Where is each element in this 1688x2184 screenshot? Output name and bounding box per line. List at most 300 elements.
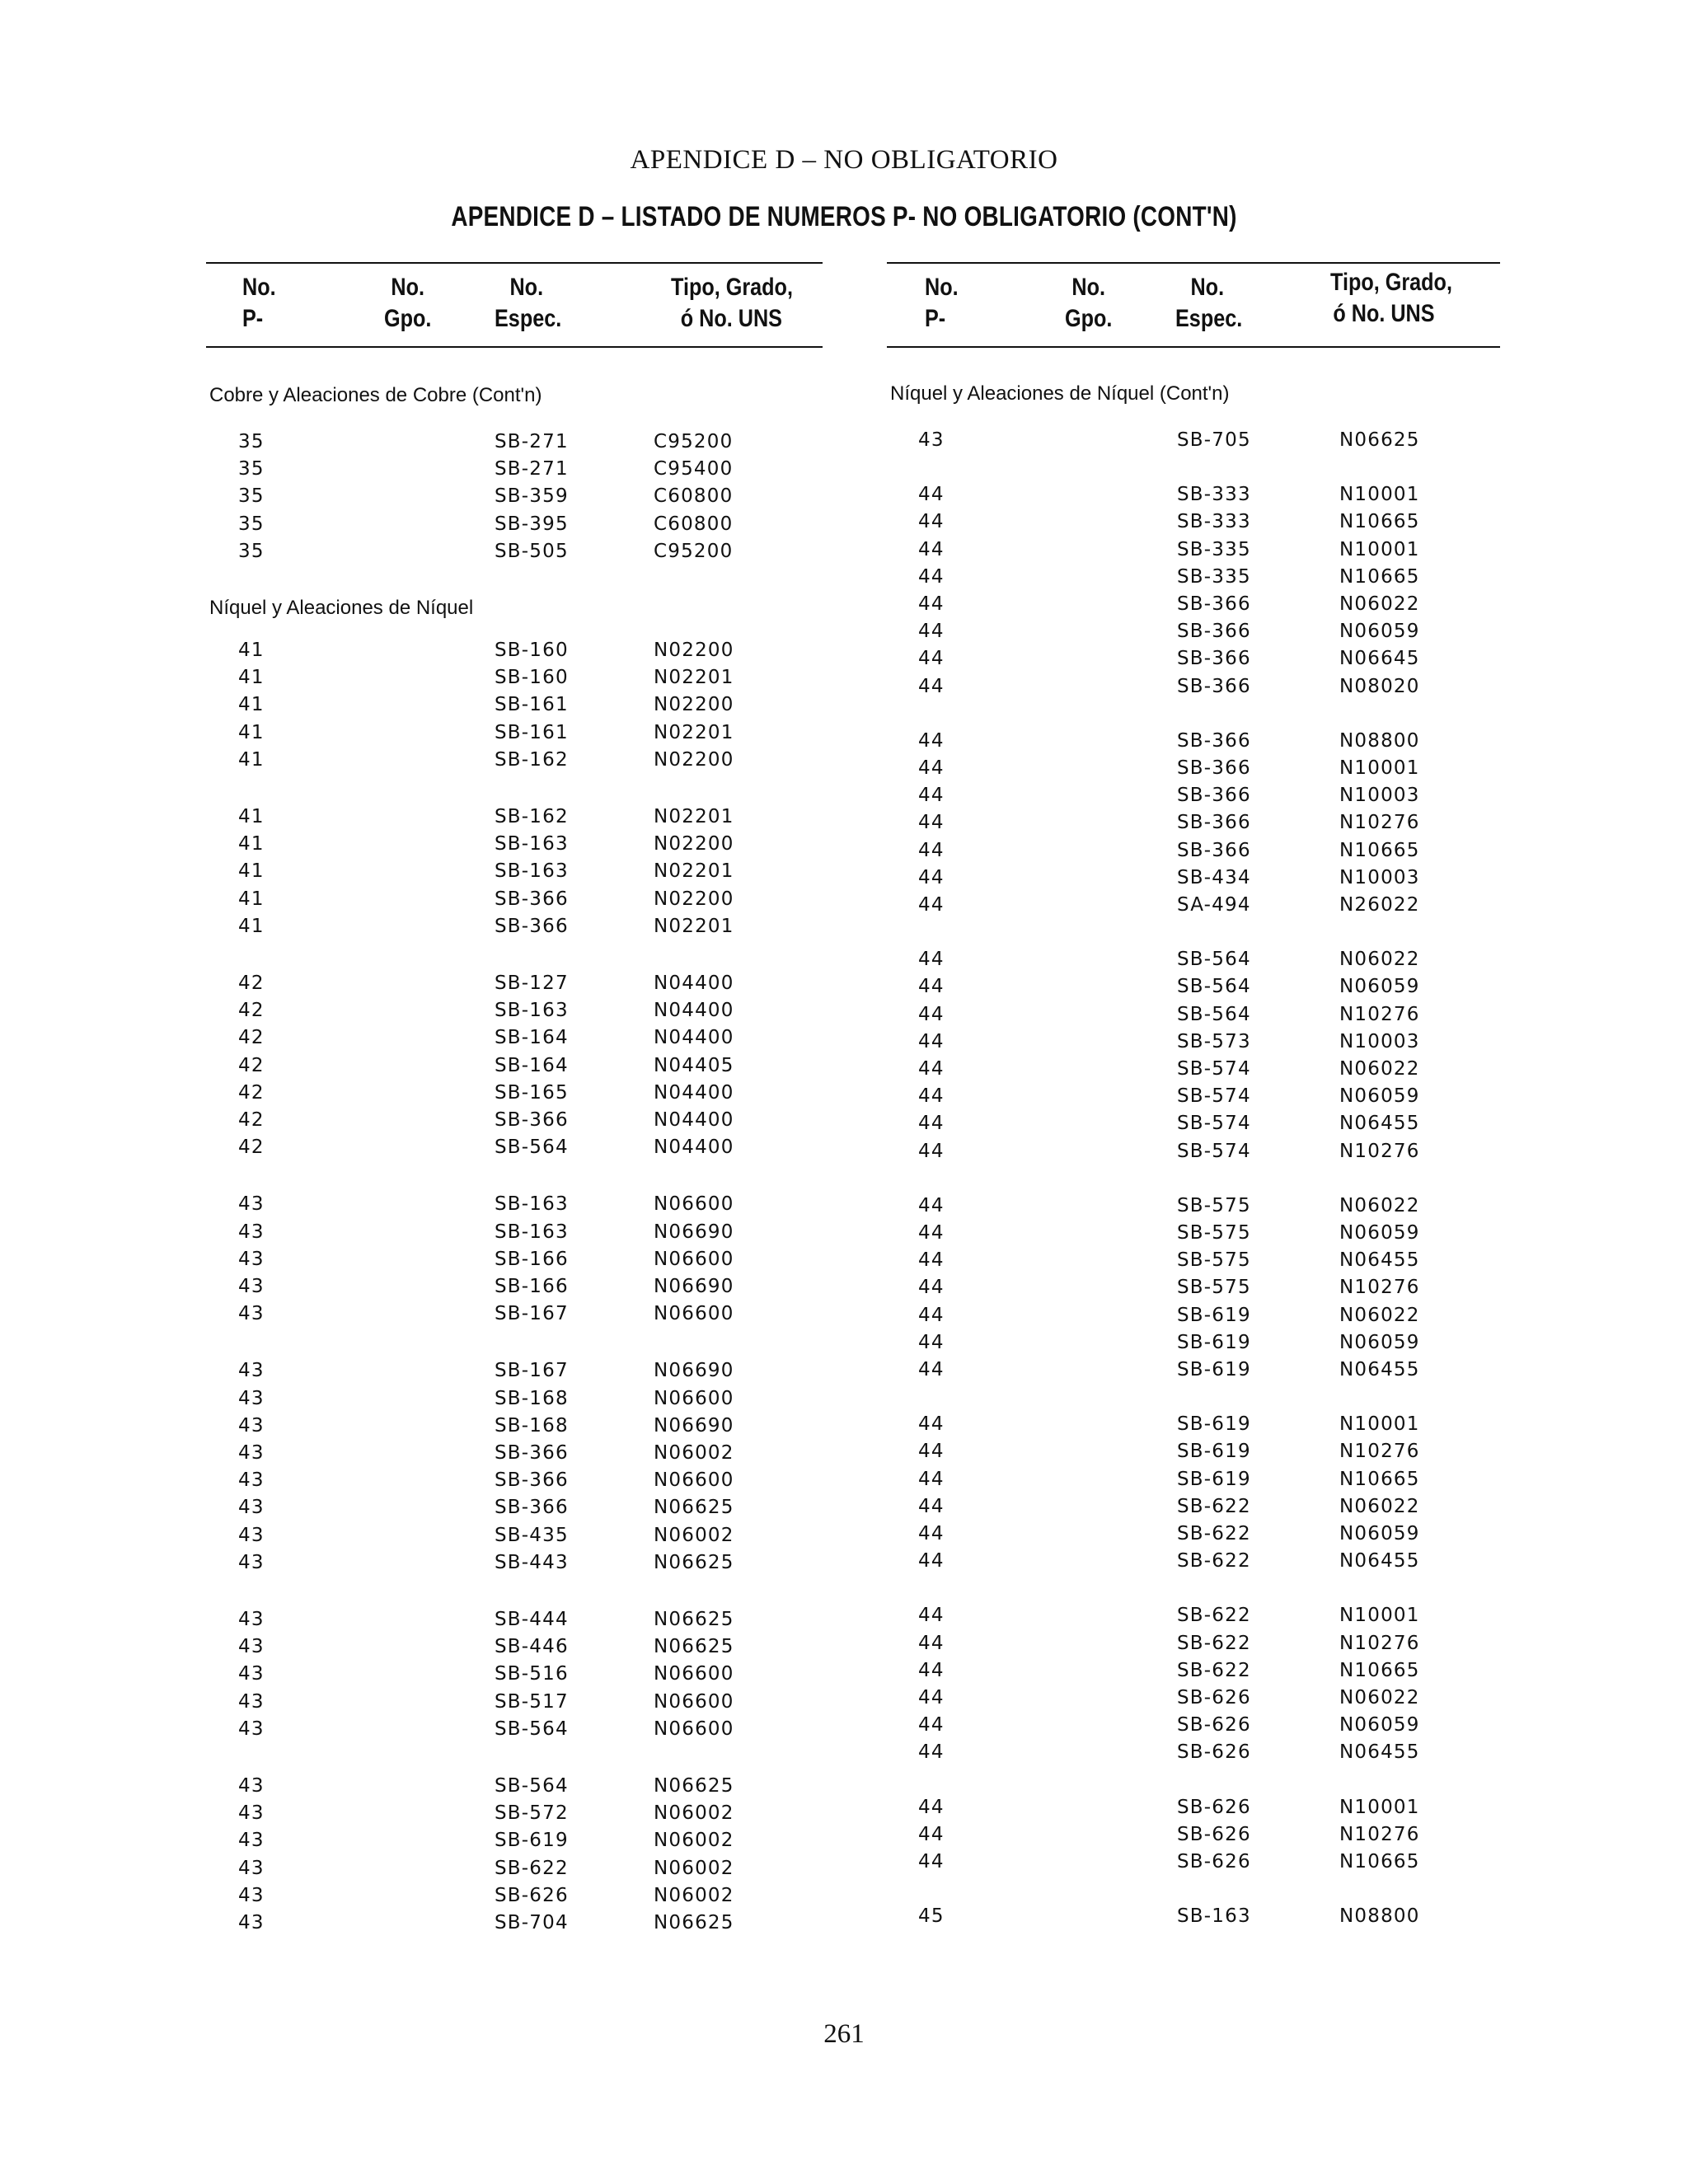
col-header-p xyxy=(925,272,959,335)
table-row xyxy=(844,1247,1421,1274)
cell-spec-number: SB-705 xyxy=(1177,429,1251,451)
cell-uns-number: N02200 xyxy=(654,640,734,661)
table-row xyxy=(844,1849,1421,1876)
col-header-group xyxy=(384,272,431,335)
cell-spec-number: SB-271 xyxy=(495,431,569,452)
cell-p-number: 42 xyxy=(238,1054,265,1076)
col-header-p-line1: No. xyxy=(925,274,959,301)
cell-p-number: 42 xyxy=(238,972,265,994)
cell-p-number: 41 xyxy=(238,721,265,743)
cell-uns-number: N06645 xyxy=(1339,648,1420,670)
table-row xyxy=(844,1302,1421,1329)
cell-p-number: 35 xyxy=(238,513,265,535)
cell-spec-number: SB-366 xyxy=(1177,785,1251,807)
table-row xyxy=(844,1220,1421,1247)
cell-uns-number: N10276 xyxy=(1339,1277,1420,1299)
cell-p-number: 44 xyxy=(918,675,945,697)
cell-uns-number: N06600 xyxy=(654,1303,734,1325)
cell-p-number: 43 xyxy=(238,1718,265,1740)
cell-spec-number: SB-626 xyxy=(1177,1714,1251,1736)
table-row xyxy=(844,1630,1421,1657)
cell-p-number: 44 xyxy=(918,1222,945,1244)
cell-uns-number: N06002 xyxy=(654,1802,734,1825)
cell-p-number: 44 xyxy=(918,894,945,916)
cell-uns-number: N04400 xyxy=(654,1109,734,1131)
cell-uns-number: N06059 xyxy=(1339,1523,1420,1544)
cell-uns-number: C95400 xyxy=(654,458,734,480)
cell-spec-number: SB-167 xyxy=(495,1360,569,1382)
col-header-p-line1: No. xyxy=(242,274,276,301)
cell-p-number: 44 xyxy=(918,1687,945,1708)
cell-uns-number: N08020 xyxy=(1339,675,1420,697)
cell-spec-number: SB-366 xyxy=(1177,812,1251,834)
table-row xyxy=(844,1438,1421,1465)
table-row xyxy=(844,1521,1421,1548)
cell-p-number: 43 xyxy=(238,1690,265,1713)
cell-uns-number: N10276 xyxy=(1339,1140,1420,1162)
cell-spec-number: SB-622 xyxy=(1177,1632,1251,1654)
cell-spec-number: SB-366 xyxy=(1177,621,1251,643)
cell-uns-number: N06022 xyxy=(1339,1304,1420,1326)
table-row xyxy=(0,483,734,510)
cell-p-number: 44 xyxy=(918,1277,945,1299)
cell-uns-number: N06625 xyxy=(654,1775,734,1797)
cell-uns-number: N02201 xyxy=(654,860,734,883)
cell-spec-number: SB-167 xyxy=(495,1303,569,1325)
cell-p-number: 44 xyxy=(918,1851,945,1872)
cell-spec-number: SB-366 xyxy=(495,915,569,937)
table-row xyxy=(844,809,1421,837)
cell-p-number: 43 xyxy=(238,1884,265,1906)
cell-p-number: 44 xyxy=(918,484,945,506)
cell-spec-number: SB-395 xyxy=(495,513,569,535)
cell-spec-number: SB-366 xyxy=(495,1497,569,1519)
cell-p-number: 43 xyxy=(238,1276,265,1297)
cell-uns-number: N06022 xyxy=(1339,949,1420,971)
cell-p-number: 43 xyxy=(238,1387,265,1409)
cell-spec-number: SB-163 xyxy=(495,833,569,855)
cell-p-number: 44 xyxy=(918,1523,945,1544)
cell-spec-number: SB-366 xyxy=(495,888,569,910)
cell-p-number: 41 xyxy=(238,694,265,716)
cell-spec-number: SB-574 xyxy=(1177,1085,1251,1108)
cell-spec-number: SB-622 xyxy=(1177,1495,1251,1517)
cell-uns-number: N06022 xyxy=(1339,1194,1420,1216)
cell-p-number: 43 xyxy=(238,1248,265,1270)
table-row xyxy=(0,970,734,997)
table-row xyxy=(0,1052,734,1080)
cell-spec-number: SB-168 xyxy=(495,1414,569,1436)
table-row xyxy=(844,1685,1421,1712)
cell-uns-number: N04400 xyxy=(654,972,734,994)
cell-uns-number: N08800 xyxy=(1339,1905,1420,1928)
cell-uns-number: N10665 xyxy=(1339,565,1420,588)
cell-spec-number: SB-574 xyxy=(1177,1058,1251,1080)
appendix-header: APENDICE D – NO OBLIGATORIO xyxy=(630,145,1058,175)
cell-uns-number: N06625 xyxy=(1339,429,1420,451)
cell-spec-number: SB-517 xyxy=(495,1690,569,1713)
cell-uns-number: N06625 xyxy=(654,1497,734,1519)
table-row xyxy=(844,837,1421,865)
table-row xyxy=(0,1191,734,1218)
cell-p-number: 44 xyxy=(918,593,945,615)
cell-uns-number: C60800 xyxy=(654,485,734,508)
cell-p-number: 43 xyxy=(238,1912,265,1933)
cell-uns-number: N06625 xyxy=(654,1609,734,1630)
table-row xyxy=(0,637,734,664)
cell-p-number: 43 xyxy=(238,1497,265,1519)
table-row xyxy=(0,1606,734,1633)
table-row xyxy=(844,427,1421,454)
cell-uns-number: N02201 xyxy=(654,667,734,689)
cell-p-number: 44 xyxy=(918,1194,945,1216)
table-row xyxy=(0,858,734,885)
cell-spec-number: SB-444 xyxy=(495,1609,569,1630)
cell-spec-number: SB-626 xyxy=(1177,1823,1251,1845)
cell-spec-number: SB-435 xyxy=(495,1524,569,1546)
page-title: APENDICE D – LISTADO DE NUMEROS P- NO OBLIGATORIO (CONT'N) xyxy=(451,201,1237,232)
cell-spec-number: SB-619 xyxy=(1177,1331,1251,1353)
cell-spec-number: SB-366 xyxy=(495,1109,569,1131)
cell-uns-number: N04400 xyxy=(654,1000,734,1022)
cell-spec-number: SB-335 xyxy=(1177,538,1251,560)
cell-spec-number: SB-161 xyxy=(495,721,569,743)
table-row xyxy=(0,1661,734,1688)
table-row xyxy=(844,755,1421,782)
cell-p-number: 35 xyxy=(238,458,265,480)
section-title-nickel-contd: Níquel y Aleaciones de Níquel (Cont'n) xyxy=(890,382,1230,405)
cell-spec-number: SB-168 xyxy=(495,1387,569,1409)
table-row xyxy=(0,1633,734,1661)
cell-uns-number: N10276 xyxy=(1339,1003,1420,1025)
cell-p-number: 44 xyxy=(918,1003,945,1025)
cell-spec-number: SB-572 xyxy=(495,1802,569,1825)
cell-p-number: 44 xyxy=(918,785,945,807)
table-row xyxy=(0,1855,734,1882)
cell-uns-number: N06059 xyxy=(1339,1222,1420,1244)
cell-spec-number: SB-619 xyxy=(1177,1359,1251,1380)
col-header-group-line1: No. xyxy=(1071,274,1105,301)
cell-spec-number: SB-162 xyxy=(495,806,569,827)
cell-p-number: 43 xyxy=(238,1360,265,1382)
cell-uns-number: N02200 xyxy=(654,888,734,910)
cell-spec-number: SB-366 xyxy=(1177,648,1251,670)
table-row xyxy=(0,831,734,858)
cell-p-number: 44 xyxy=(918,812,945,834)
cell-spec-number: SB-626 xyxy=(495,1884,569,1906)
cell-p-number: 44 xyxy=(918,1140,945,1162)
cell-uns-number: N10003 xyxy=(1339,866,1420,888)
table-row xyxy=(0,1716,734,1743)
col-header-uns xyxy=(1330,267,1452,330)
cell-spec-number: SB-127 xyxy=(495,972,569,994)
table-row xyxy=(0,1773,734,1800)
cell-uns-number: C60800 xyxy=(654,513,734,535)
table-row xyxy=(844,673,1421,701)
table-row xyxy=(844,1493,1421,1521)
table-row xyxy=(844,1329,1421,1357)
table-row xyxy=(844,1903,1421,1930)
cell-uns-number: N02200 xyxy=(654,833,734,855)
cell-p-number: 41 xyxy=(238,640,265,661)
cell-uns-number: N10003 xyxy=(1339,1030,1420,1052)
cell-uns-number: N02201 xyxy=(654,806,734,827)
cell-spec-number: SB-366 xyxy=(495,1442,569,1464)
cell-spec-number: SB-163 xyxy=(495,1193,569,1216)
table-row xyxy=(844,1357,1421,1384)
cell-uns-number: N06690 xyxy=(654,1221,734,1243)
table-row xyxy=(0,1827,734,1854)
cell-spec-number: SB-163 xyxy=(1177,1905,1251,1928)
cell-spec-number: SB-162 xyxy=(495,748,569,771)
cell-spec-number: SB-619 xyxy=(495,1830,569,1852)
cell-p-number: 41 xyxy=(238,860,265,883)
cell-spec-number: SB-575 xyxy=(1177,1194,1251,1216)
cell-spec-number: SB-366 xyxy=(495,1469,569,1492)
table-row xyxy=(844,537,1421,564)
cell-uns-number: N10001 xyxy=(1339,757,1420,779)
table-row xyxy=(0,456,734,483)
cell-p-number: 44 xyxy=(918,729,945,752)
cell-uns-number: N10003 xyxy=(1339,785,1420,807)
cell-uns-number: N08800 xyxy=(1339,729,1420,752)
cell-uns-number: N06002 xyxy=(654,1884,734,1906)
table-row xyxy=(0,886,734,913)
cell-uns-number: N06600 xyxy=(654,1248,734,1270)
table-row xyxy=(844,618,1421,645)
table-row xyxy=(0,1689,734,1716)
cell-uns-number: N06059 xyxy=(1339,621,1420,643)
col-header-uns-line1: Tipo, Grado, xyxy=(671,274,793,301)
cell-spec-number: SB-434 xyxy=(1177,866,1251,888)
cell-uns-number: N06600 xyxy=(654,1193,734,1216)
cell-spec-number: SB-564 xyxy=(495,1718,569,1740)
col-header-p-line2: P- xyxy=(242,305,264,332)
cell-p-number: 43 xyxy=(238,1469,265,1492)
cell-spec-number: SB-164 xyxy=(495,1027,569,1049)
cell-spec-number: SB-166 xyxy=(495,1276,569,1297)
cell-uns-number: N06455 xyxy=(1339,1741,1420,1764)
cell-p-number: 43 xyxy=(238,1775,265,1797)
col-header-spec-line2: Espec. xyxy=(495,305,562,332)
table-row xyxy=(0,1800,734,1827)
table-row xyxy=(844,1029,1421,1056)
cell-spec-number: SB-626 xyxy=(1177,1741,1251,1764)
table-row xyxy=(844,645,1421,673)
cell-uns-number: N02200 xyxy=(654,748,734,771)
cell-spec-number: SB-626 xyxy=(1177,1796,1251,1818)
cell-spec-number: SB-366 xyxy=(1177,757,1251,779)
cell-spec-number: SB-622 xyxy=(1177,1605,1251,1627)
table-row xyxy=(0,1522,734,1549)
cell-uns-number: N06625 xyxy=(654,1912,734,1933)
cell-p-number: 44 xyxy=(918,949,945,971)
cell-spec-number: SB-165 xyxy=(495,1081,569,1104)
cell-p-number: 43 xyxy=(238,1303,265,1325)
cell-uns-number: N06625 xyxy=(654,1636,734,1658)
cell-p-number: 44 xyxy=(918,976,945,998)
cell-spec-number: SB-564 xyxy=(1177,1003,1251,1025)
table-row xyxy=(0,1219,734,1246)
cell-p-number: 44 xyxy=(918,1714,945,1736)
cell-uns-number: N02201 xyxy=(654,721,734,743)
table-row xyxy=(844,509,1421,536)
table-row xyxy=(0,1357,734,1385)
cell-p-number: 44 xyxy=(918,1632,945,1654)
cell-spec-number: SB-622 xyxy=(1177,1523,1251,1544)
cell-spec-number: SB-564 xyxy=(1177,976,1251,998)
table-row xyxy=(0,1440,734,1467)
cell-uns-number: N10276 xyxy=(1339,1441,1420,1463)
cell-p-number: 42 xyxy=(238,1137,265,1159)
cell-uns-number: N10665 xyxy=(1339,839,1420,861)
cell-spec-number: SB-574 xyxy=(1177,1140,1251,1162)
cell-uns-number: N06600 xyxy=(654,1663,734,1685)
cell-spec-number: SB-366 xyxy=(1177,729,1251,752)
table-row xyxy=(0,997,734,1024)
col-header-spec xyxy=(495,272,561,335)
cell-p-number: 42 xyxy=(238,1081,265,1104)
header-top-rule xyxy=(887,262,1500,264)
cell-spec-number: SB-443 xyxy=(495,1551,569,1573)
table-row xyxy=(844,1657,1421,1685)
cell-p-number: 41 xyxy=(238,888,265,910)
cell-spec-number: SB-564 xyxy=(495,1137,569,1159)
table-row xyxy=(844,973,1421,1001)
cell-spec-number: SB-626 xyxy=(1177,1851,1251,1872)
table-row xyxy=(844,564,1421,591)
cell-uns-number: N06059 xyxy=(1339,976,1420,998)
cell-spec-number: SA-494 xyxy=(1177,894,1251,916)
table-row xyxy=(0,664,734,691)
cell-p-number: 43 xyxy=(238,1221,265,1243)
table-row xyxy=(0,1134,734,1161)
col-header-spec-line1: No. xyxy=(509,274,544,301)
cell-spec-number: SB-564 xyxy=(495,1775,569,1797)
col-header-group xyxy=(1065,272,1112,335)
table-row xyxy=(844,1602,1421,1629)
cell-p-number: 35 xyxy=(238,540,265,562)
cell-p-number: 41 xyxy=(238,667,265,689)
cell-p-number: 43 xyxy=(238,1636,265,1658)
table-row xyxy=(844,1821,1421,1849)
cell-spec-number: SB-335 xyxy=(1177,565,1251,588)
cell-p-number: 41 xyxy=(238,833,265,855)
table-row xyxy=(0,1549,734,1577)
cell-spec-number: SB-619 xyxy=(1177,1441,1251,1463)
cell-uns-number: N10665 xyxy=(1339,1659,1420,1681)
table-row xyxy=(844,728,1421,755)
col-header-p-line2: P- xyxy=(925,305,946,332)
cell-spec-number: SB-622 xyxy=(1177,1550,1251,1572)
cell-uns-number: N06059 xyxy=(1339,1331,1420,1353)
table-row xyxy=(0,1246,734,1273)
cell-uns-number: N06600 xyxy=(654,1690,734,1713)
section-title-nickel: Níquel y Aleaciones de Níquel xyxy=(209,597,474,619)
cell-p-number: 44 xyxy=(918,1030,945,1052)
table-row xyxy=(844,1274,1421,1301)
cell-spec-number: SB-359 xyxy=(495,485,569,508)
table-row xyxy=(0,1882,734,1910)
table-row xyxy=(844,1548,1421,1575)
table-row xyxy=(844,1110,1421,1137)
cell-p-number: 44 xyxy=(918,1605,945,1627)
cell-uns-number: N04400 xyxy=(654,1027,734,1049)
table-row xyxy=(0,1494,734,1521)
cell-p-number: 43 xyxy=(238,1663,265,1685)
col-header-spec xyxy=(1175,272,1242,335)
table-row xyxy=(844,1083,1421,1110)
table-row xyxy=(0,691,734,719)
cell-uns-number: N06625 xyxy=(654,1551,734,1573)
cell-p-number: 45 xyxy=(918,1905,945,1928)
table-row xyxy=(0,1413,734,1440)
cell-p-number: 44 xyxy=(918,1085,945,1108)
cell-spec-number: SB-333 xyxy=(1177,484,1251,506)
table-row xyxy=(0,1024,734,1052)
table-row xyxy=(844,946,1421,973)
cell-spec-number: SB-574 xyxy=(1177,1113,1251,1135)
cell-p-number: 43 xyxy=(918,429,945,451)
table-row xyxy=(0,538,734,565)
cell-spec-number: SB-619 xyxy=(1177,1468,1251,1490)
cell-uns-number: N04405 xyxy=(654,1054,734,1076)
cell-p-number: 41 xyxy=(238,915,265,937)
header-bottom-rule xyxy=(206,346,823,348)
table-row xyxy=(844,1193,1421,1220)
cell-p-number: 44 xyxy=(918,648,945,670)
header-top-rule xyxy=(206,262,823,264)
cell-uns-number: N06002 xyxy=(654,1830,734,1852)
cell-spec-number: SB-626 xyxy=(1177,1687,1251,1708)
cell-p-number: 44 xyxy=(918,1249,945,1272)
cell-p-number: 44 xyxy=(918,866,945,888)
cell-uns-number: N06455 xyxy=(1339,1359,1420,1380)
cell-uns-number: N06455 xyxy=(1339,1249,1420,1272)
cell-p-number: 41 xyxy=(238,748,265,771)
cell-uns-number: N10665 xyxy=(1339,1851,1420,1872)
table-row xyxy=(0,1910,734,1937)
cell-spec-number: SB-446 xyxy=(495,1636,569,1658)
table-row xyxy=(844,1739,1421,1766)
cell-p-number: 43 xyxy=(238,1802,265,1825)
cell-uns-number: N06022 xyxy=(1339,1495,1420,1517)
cell-spec-number: SB-575 xyxy=(1177,1249,1251,1272)
cell-p-number: 44 xyxy=(918,621,945,643)
col-header-spec-line1: No. xyxy=(1190,274,1225,301)
cell-uns-number: N06690 xyxy=(654,1360,734,1382)
cell-p-number: 44 xyxy=(918,1823,945,1845)
cell-spec-number: SB-366 xyxy=(1177,839,1251,861)
table-row xyxy=(0,1107,734,1134)
cell-uns-number: N10001 xyxy=(1339,538,1420,560)
cell-spec-number: SB-163 xyxy=(495,1221,569,1243)
cell-uns-number: C95200 xyxy=(654,540,734,562)
cell-uns-number: C95200 xyxy=(654,431,734,452)
cell-p-number: 44 xyxy=(918,1741,945,1764)
cell-uns-number: N06002 xyxy=(654,1442,734,1464)
table-row xyxy=(844,1001,1421,1029)
cell-p-number: 44 xyxy=(918,1495,945,1517)
cell-p-number: 41 xyxy=(238,806,265,827)
cell-uns-number: N10001 xyxy=(1339,1605,1420,1627)
cell-uns-number: N10276 xyxy=(1339,1823,1420,1845)
cell-p-number: 44 xyxy=(918,1359,945,1380)
cell-spec-number: SB-366 xyxy=(1177,675,1251,697)
cell-uns-number: N06600 xyxy=(654,1469,734,1492)
cell-uns-number: N06600 xyxy=(654,1718,734,1740)
cell-uns-number: N10001 xyxy=(1339,484,1420,506)
